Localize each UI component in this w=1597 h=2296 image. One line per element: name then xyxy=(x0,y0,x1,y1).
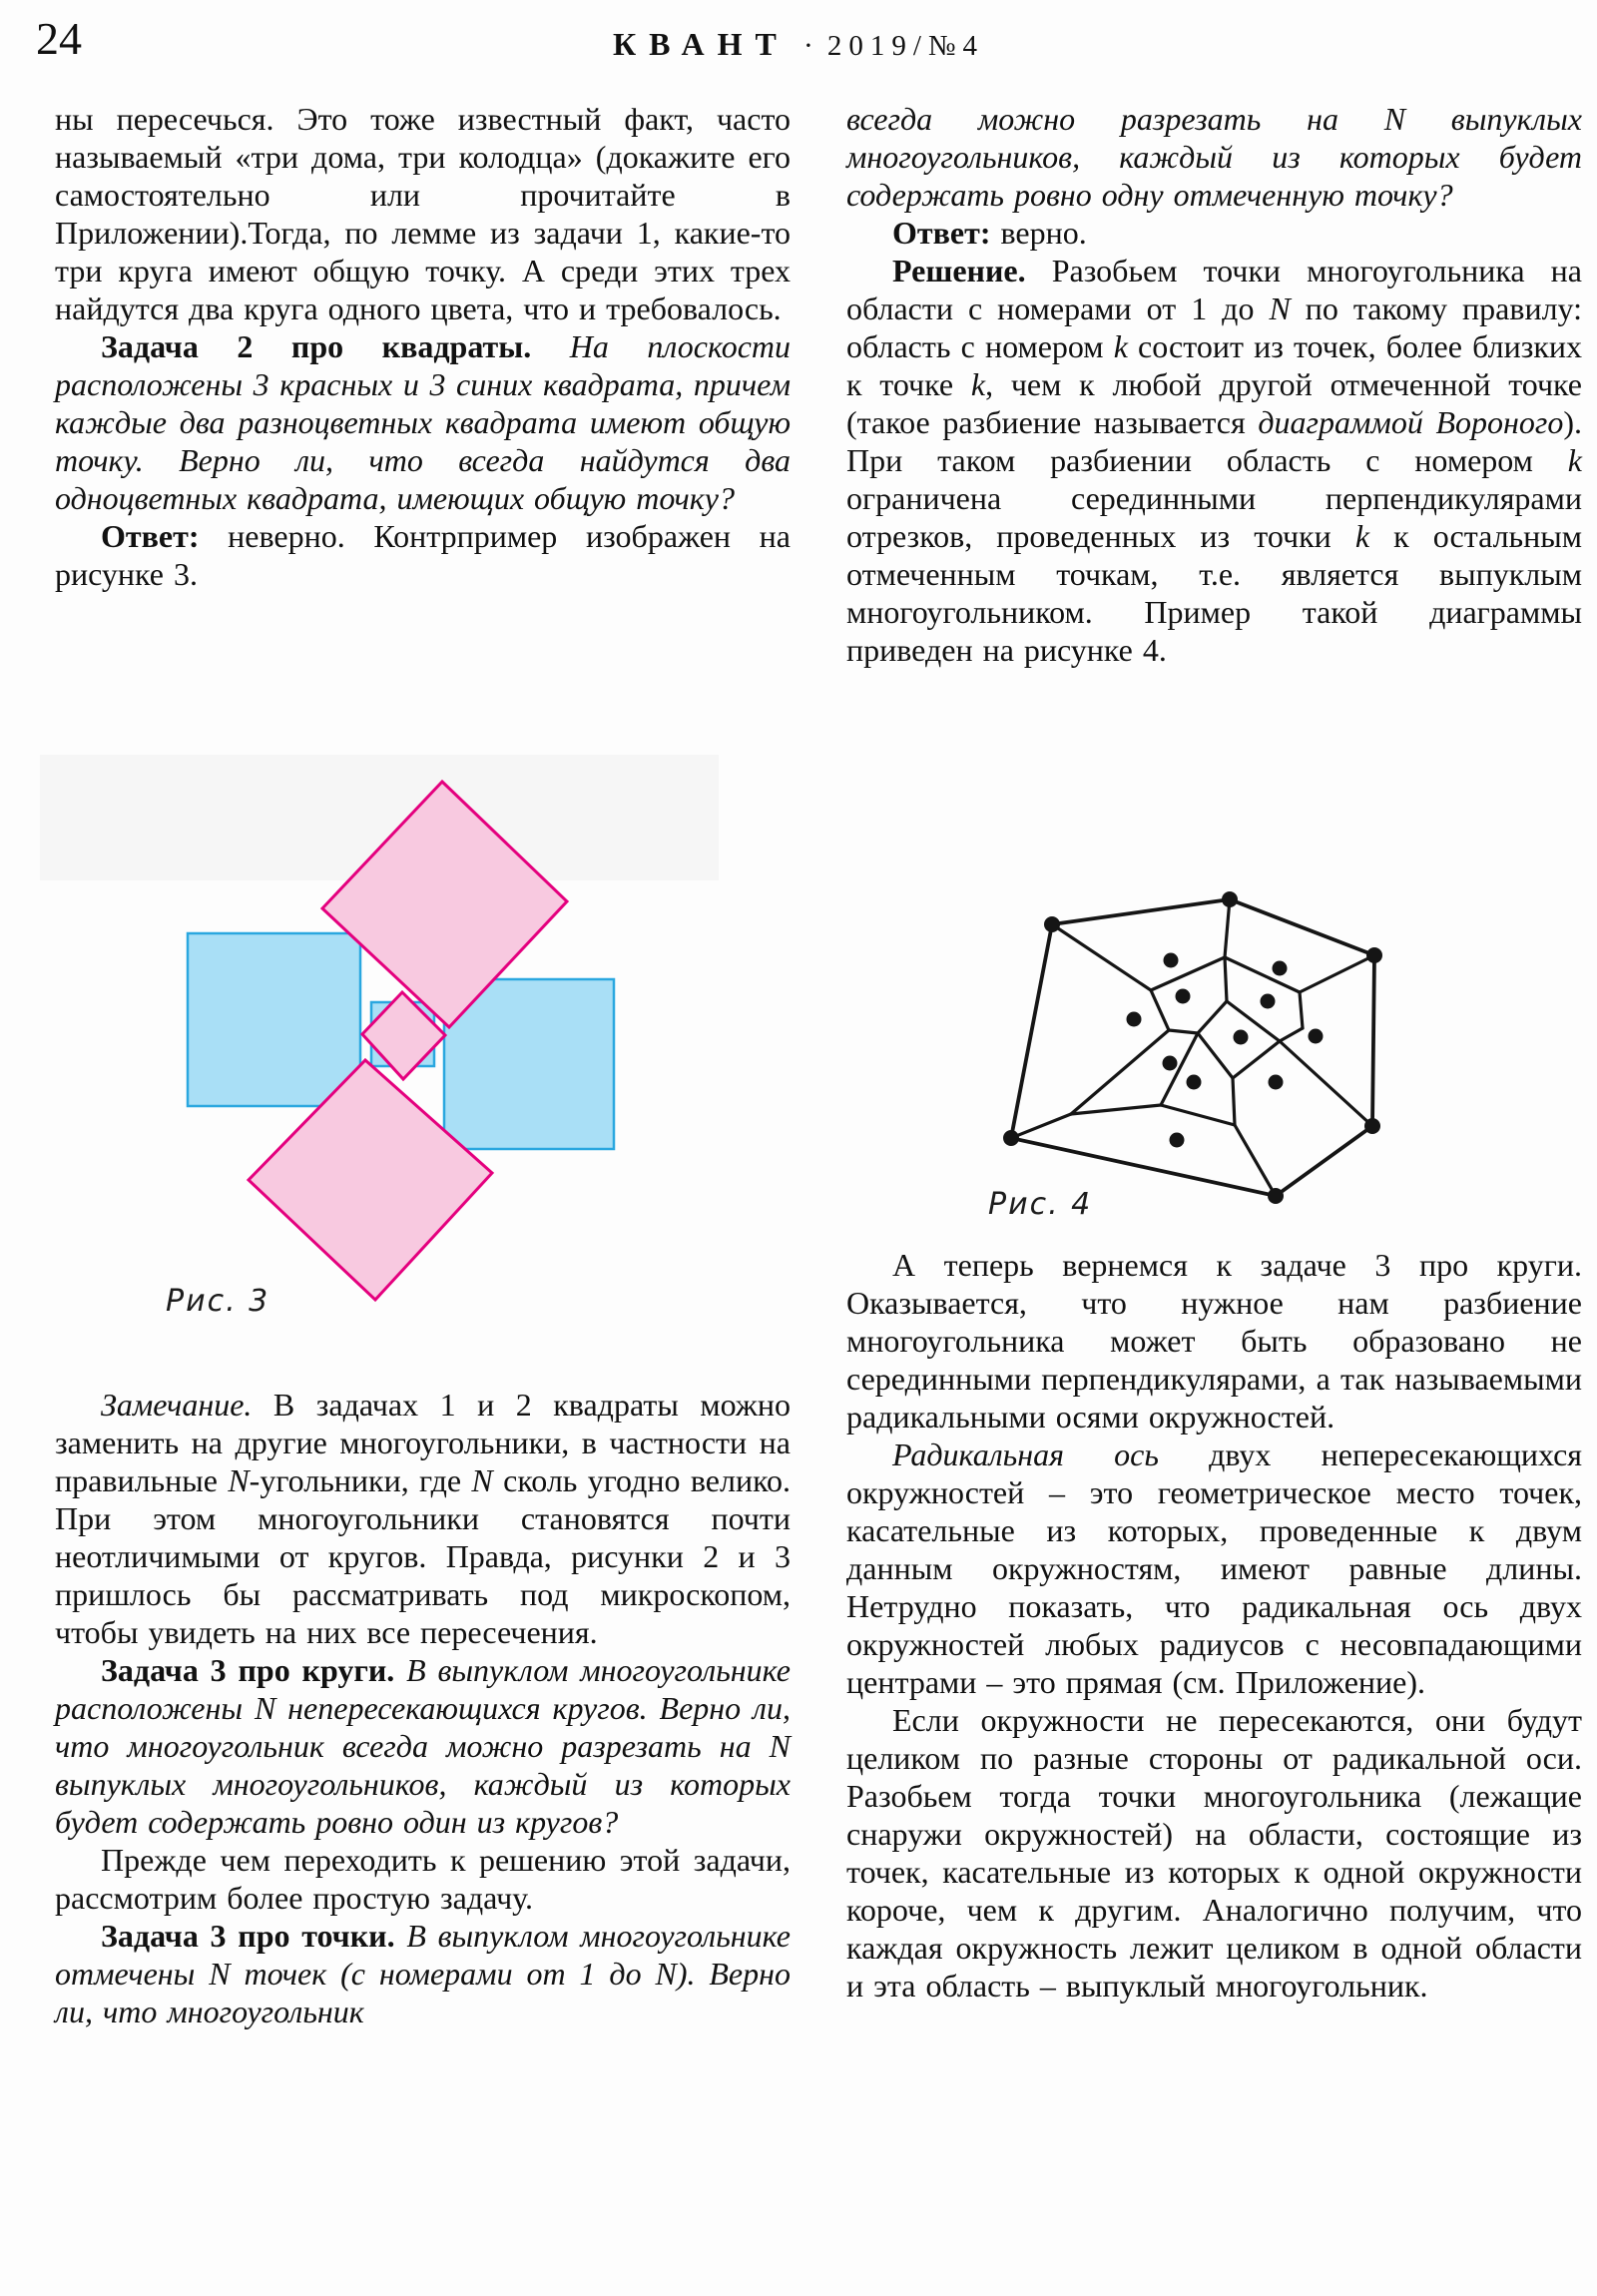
marked-point-dot xyxy=(1127,1012,1142,1027)
text-run: Задача 3 про круги. xyxy=(101,1652,407,1688)
text-run: Радикальная ось xyxy=(892,1436,1210,1472)
voronoi-edge xyxy=(1233,1078,1235,1125)
marked-point-dot xyxy=(1309,1029,1324,1044)
paragraph xyxy=(846,252,1582,669)
figure-3 xyxy=(150,757,649,1341)
polygon-vertex-dot xyxy=(1268,1188,1284,1204)
running-head-separator: · xyxy=(802,29,813,62)
right-column-lower-text xyxy=(846,1246,1582,2005)
voronoi-edge xyxy=(1198,1001,1227,1033)
marked-point-dot xyxy=(1176,989,1191,1004)
paragraph xyxy=(55,1651,791,1841)
text-run: Задача 3 про точки. xyxy=(101,1918,407,1954)
marked-point-dot xyxy=(1261,994,1276,1009)
figure-4-caption: Рис. 4 xyxy=(988,1187,1093,1222)
voronoi-edge xyxy=(1280,1041,1372,1126)
polygon-vertex-dot xyxy=(1003,1130,1019,1146)
text-run: верно. xyxy=(1000,215,1087,251)
text-run: Замечание. xyxy=(101,1387,273,1423)
paragraph xyxy=(55,517,791,593)
paragraph xyxy=(846,100,1582,214)
voronoi-edge xyxy=(1052,924,1151,990)
text-run: по такому правилу: область с номером xyxy=(846,290,1583,364)
paragraph xyxy=(55,1917,791,2030)
voronoi-edge xyxy=(1151,990,1169,1030)
text-run: N xyxy=(228,1462,250,1498)
text-run: N xyxy=(471,1462,493,1498)
marked-point-dot xyxy=(1170,1133,1185,1148)
voronoi-edge xyxy=(1071,1030,1169,1114)
text-run: неверно. Контрпример изображен на рисунке 3. xyxy=(55,518,792,592)
marked-point-dot xyxy=(1164,953,1179,968)
voronoi-edge xyxy=(1280,1028,1303,1041)
paragraph xyxy=(55,327,791,517)
blue-square-left xyxy=(188,933,360,1106)
text-run: сколь угодно велико. При этом многоугольники становятся почти неотличимыми от кругов. Правда, рисунки 2 и 3 пришлось бы рассматривать под микроскопом, чтобы увидеть на них все пересечения. xyxy=(55,1462,792,1650)
figure-4 xyxy=(978,873,1407,1233)
voronoi-outer-polygon xyxy=(1011,899,1374,1196)
marked-point-dot xyxy=(1269,1075,1284,1090)
text-run: всегда можно разрезать на N выпуклых многоугольников, каждый из которых будет содержать ровно одну отмеченную точку? xyxy=(846,101,1582,213)
voronoi-edge xyxy=(1300,992,1303,1028)
text-run: Ответ: xyxy=(101,518,229,554)
text-run: В выпуклом многоугольнике расположены N непересекающихся кругов. Верно ли, что многоугольник всегда можно разрезать на N выпуклых многоугольников, каждый из которых будет содержать ровно один из кругов? xyxy=(55,1652,791,1840)
text-run: Решение. xyxy=(892,253,1052,288)
journal-title: КВАНТ xyxy=(612,26,790,62)
paragraph xyxy=(55,1386,791,1651)
voronoi-edge xyxy=(1235,1125,1276,1196)
polygon-vertex-dot xyxy=(1366,947,1382,963)
text-run: В выпуклом многоугольнике отмечены N точек (с номерами от 1 до N). Верно ли, что многоугольник xyxy=(55,1918,791,2029)
text-run: Разобьем точки многоугольника на области с номерами от 1 до xyxy=(846,253,1583,326)
text-run: ны пересечься. Это тоже известный факт, часто называемый «три дома, три колодца» (докажите его самостоятельно или прочитайте в Приложении).Тогда, по лемме из задачи 1, какие-то три круга имеют общую точку. А среди этих трех найдутся два круга одного цвета, что и требовалось. xyxy=(55,101,791,326)
text-run: ограничена серединными перпендикулярами отрезков, проведенных из точки xyxy=(846,480,1582,554)
paragraph xyxy=(846,1435,1582,1701)
figure-3-drawing xyxy=(150,757,649,1341)
text-run: состоит из точек, более близких к точке xyxy=(846,328,1583,402)
right-column-upper-text xyxy=(846,100,1582,669)
text-run: , чем к любой другой отмеченной точке (такое разбиение называется xyxy=(846,366,1583,440)
text-run: А теперь вернемся к задаче 3 про круги. Оказывается, что нужное нам разбиение многоугольника может быть образовано не серединными перпендикулярами, а так называемыми радикальными осями окружностей. xyxy=(846,1247,1582,1435)
marked-point-dot xyxy=(1273,961,1288,976)
figure-4-drawing xyxy=(978,873,1407,1233)
text-run: Задача 2 про квадраты. xyxy=(101,328,570,364)
voronoi-edge xyxy=(1233,1041,1280,1078)
voronoi-edge xyxy=(1161,1105,1235,1125)
polygon-vertex-dot xyxy=(1044,916,1060,932)
journal-issue: 2019/№4 xyxy=(826,30,985,62)
text-run: k xyxy=(1567,442,1582,478)
text-run: Прежде чем переходить к решению этой задачи, рассмотрим более простую задачу. xyxy=(55,1842,791,1916)
polygon-vertex-dot xyxy=(1222,891,1238,907)
paragraph xyxy=(846,1246,1582,1435)
figure-3-caption: Рис. 3 xyxy=(166,1284,270,1319)
marked-point-dot xyxy=(1234,1030,1249,1045)
voronoi-edge xyxy=(1071,1105,1161,1114)
text-run: В задачах 1 и 2 квадраты можно заменить на другие многоугольники, в частности на правильные xyxy=(55,1387,792,1498)
text-run: Ответ: xyxy=(892,215,1001,251)
paragraph xyxy=(55,1841,791,1917)
text-run: ). При таком разбиении область с номером xyxy=(846,404,1583,478)
running-head xyxy=(0,26,1597,63)
page-number: 24 xyxy=(36,13,82,64)
left-column-upper-text xyxy=(55,100,791,593)
voronoi-edge xyxy=(1225,899,1230,957)
text-run: к остальным отмеченным точкам, т.е. является выпуклым многоугольником. Пример такой диаграммы приведен на рисунке 4. xyxy=(846,518,1583,668)
voronoi-edge xyxy=(1011,1114,1071,1138)
marked-point-dot xyxy=(1163,1056,1178,1071)
voronoi-edge xyxy=(1300,955,1374,992)
voronoi-edge xyxy=(1169,1030,1198,1033)
text-run: двух непересекающихся окружностей – это геометрическое место точек, касательные из которых, проведенные к двум данным окружностям, имеют равные длины. Нетрудно показать, что радикальная ось двух окружностей любых радиусов с несовпадающими центрами – это прямая (см. Приложение). xyxy=(846,1436,1583,1700)
text-run: Если окружности не пересекаются, они будут целиком по разные стороны от радикальной оси. Разобьем тогда точки многоугольника (лежащие снаружи окружностей) на области, состоящие из точек, касательные из которых к одной окружности короче, чем к другим. Аналогично получим, что каждая окружность лежит целиком в одной области и эта область – выпуклый многоугольник. xyxy=(846,1702,1582,2004)
text-run: диаграммой Вороного xyxy=(1258,404,1564,440)
marked-point-dot xyxy=(1187,1075,1202,1090)
text-run: k xyxy=(1354,518,1370,554)
voronoi-edge xyxy=(1225,957,1300,992)
paragraph xyxy=(846,214,1582,252)
voronoi-edge xyxy=(1198,1033,1233,1078)
polygon-vertex-dot xyxy=(1364,1118,1380,1134)
paragraph xyxy=(55,100,791,327)
paragraph xyxy=(846,1701,1582,2005)
voronoi-edge xyxy=(1151,957,1225,990)
left-column-lower-text xyxy=(55,1386,791,2030)
text-run: k xyxy=(1113,328,1128,364)
voronoi-edge xyxy=(1225,957,1227,1001)
text-run: k xyxy=(970,366,986,402)
text-run: На плоскости расположены 3 красных и 3 синих квадрата, причем каждые два разноцветных квадрата имеют общую точку. Верно ли, что всегда найдутся два одноцветных квадрата, имеющих общую точку? xyxy=(55,328,792,516)
text-run: -угольники, где xyxy=(249,1462,472,1498)
text-run: N xyxy=(1269,290,1291,326)
